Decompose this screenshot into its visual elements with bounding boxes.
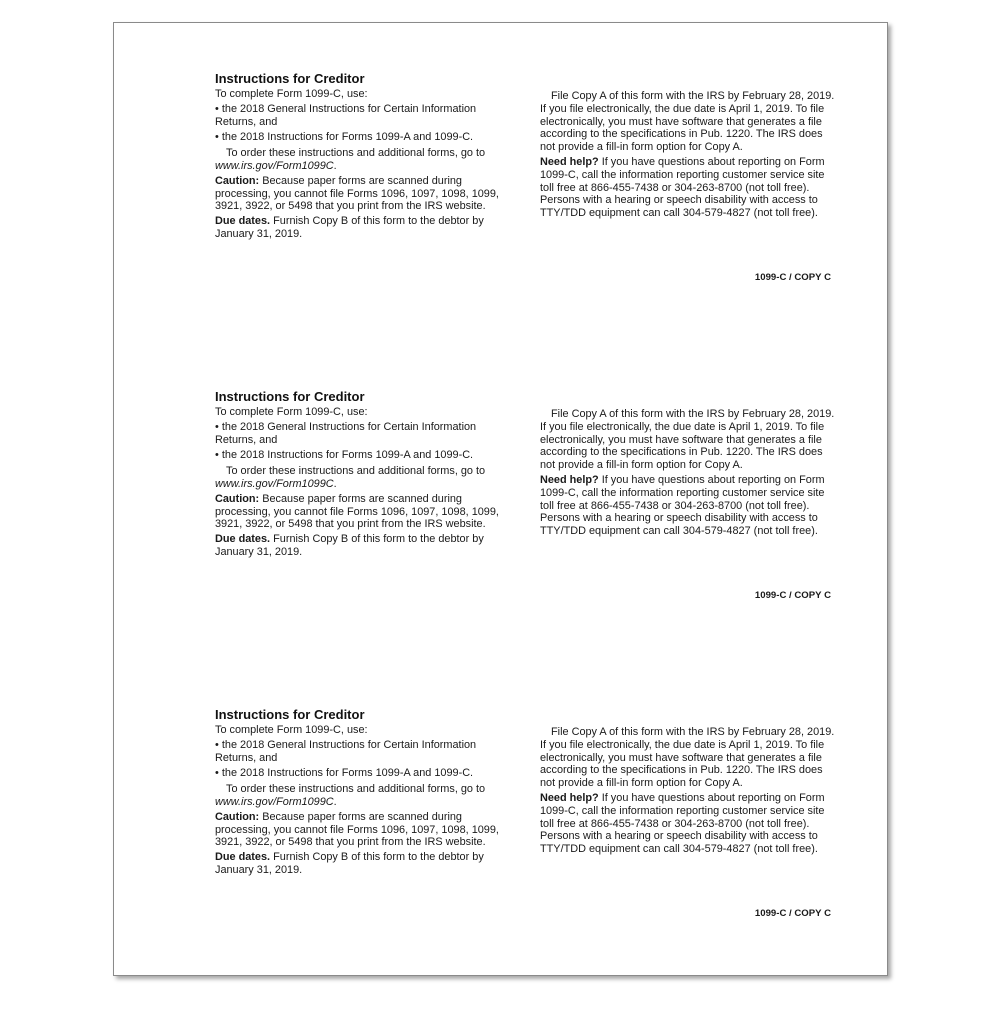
caution-paragraph: Caution: Because paper forms are scanned during processing, you cannot file Forms 1096, 1097, 1098, 1099, 3921, 3922, or 5498 that you print from the IRS website.: [215, 492, 499, 531]
bullet-text: the 2018 General Instructions for Certain Information Returns, and: [215, 102, 477, 128]
caution-label: Caution:: [215, 810, 260, 823]
irs-url: www.irs.gov/Form1099C: [215, 159, 334, 172]
creditor-instructions-column: [215, 389, 520, 561]
bullet-form-instructions: [215, 449, 520, 462]
need-help-label: Need help?: [540, 791, 599, 804]
filing-info-column: [540, 726, 840, 858]
due-dates-label: Due dates.: [215, 215, 271, 228]
intro-text: To complete Form 1099-C, use:: [215, 724, 368, 736]
instruction-panel: [114, 389, 889, 707]
irs-url: www.irs.gov/Form1099C: [215, 795, 334, 808]
need-help-label: Need help?: [540, 155, 599, 168]
intro-text: To complete Form 1099-C, use:: [215, 406, 368, 418]
irs-url: www.irs.gov/Form1099C: [215, 477, 334, 490]
bullet-marker: •: [215, 420, 219, 433]
instructions-heading: Instructions for Creditor: [215, 389, 365, 404]
caution-label: Caution:: [215, 492, 260, 505]
caution-paragraph: Caution: Because paper forms are scanned during processing, you cannot file Forms 1096, 1097, 1098, 1099, 3921, 3922, or 5498 that you print from the IRS website.: [215, 810, 499, 849]
file-copy-paragraph: File Copy A of this form with the IRS by February 28, 2019. If you file electronically, the due date is April 1, 2019. To file electronically, you must have software that generates a file according to the specifications in Pub. 1220. The IRS does not provide a fill-in form option for Copy A.: [540, 726, 835, 790]
copy-c-label: 1099-C / COPY C: [754, 590, 831, 601]
bullet-text: the 2018 Instructions for Forms 1099-A and 1099-C.: [221, 767, 474, 780]
bullet-text: the 2018 Instructions for Forms 1099-A and 1099-C.: [221, 449, 474, 462]
bullet-text: the 2018 General Instructions for Certain Information Returns, and: [215, 420, 477, 446]
file-copy-paragraph: File Copy A of this form with the IRS by February 28, 2019. If you file electronically, the due date is April 1, 2019. To file electronically, you must have software that generates a file according to the specifications in Pub. 1220. The IRS does not provide a fill-in form option for Copy A.: [540, 408, 835, 472]
copy-c-label: 1099-C / COPY C: [754, 272, 831, 283]
due-dates-paragraph: Due dates. Furnish Copy B of this form to the debtor by January 31, 2019.: [215, 215, 484, 240]
need-help-paragraph: Need help? If you have questions about reporting on Form 1099-C, call the information reporting customer service site toll free at 866-455-7438 or 304-263-8700 (not toll free). Persons with a hearing or speech disability with access to TTY/TDD equipment can call 304-579-4827 (not toll free).: [540, 473, 825, 538]
creditor-instructions-column: [215, 707, 520, 879]
caution-label: Caution:: [215, 174, 260, 187]
need-help-paragraph: Need help? If you have questions about reporting on Form 1099-C, call the information reporting customer service site toll free at 866-455-7438 or 304-263-8700 (not toll free). Persons with a hearing or speech disability with access to TTY/TDD equipment can call 304-579-4827 (not toll free).: [540, 155, 825, 220]
creditor-instructions-column: [215, 71, 520, 243]
need-help-paragraph: Need help? If you have questions about reporting on Form 1099-C, call the information reporting customer service site toll free at 866-455-7438 or 304-263-8700 (not toll free). Persons with a hearing or speech disability with access to TTY/TDD equipment can call 304-579-4827 (not toll free).: [540, 791, 825, 856]
filing-info-column: [540, 90, 840, 222]
order-forms-text: To order these instructions and additional forms, go to www.irs.gov/Form1099C.: [215, 783, 486, 808]
due-dates-paragraph: Due dates. Furnish Copy B of this form to the debtor by January 31, 2019.: [215, 851, 484, 876]
need-help-label: Need help?: [540, 473, 599, 486]
intro-text: To complete Form 1099-C, use:: [215, 88, 368, 100]
bullet-text: the 2018 Instructions for Forms 1099-A and 1099-C.: [221, 131, 474, 144]
instructions-heading: Instructions for Creditor: [215, 71, 365, 86]
order-forms-text: To order these instructions and additional forms, go to www.irs.gov/Form1099C.: [215, 465, 486, 490]
instructions-heading: Instructions for Creditor: [215, 707, 365, 722]
due-dates-paragraph: Due dates. Furnish Copy B of this form to the debtor by January 31, 2019.: [215, 533, 484, 558]
caution-paragraph: Caution: Because paper forms are scanned during processing, you cannot file Forms 1096, 1097, 1098, 1099, 3921, 3922, or 5498 that you print from the IRS website.: [215, 174, 499, 213]
due-dates-label: Due dates.: [215, 851, 271, 864]
form-page: [113, 22, 888, 976]
bullet-marker: •: [215, 738, 219, 751]
filing-info-column: [540, 408, 840, 540]
bullet-marker: •: [215, 131, 219, 144]
due-dates-label: Due dates.: [215, 533, 271, 546]
file-copy-paragraph: File Copy A of this form with the IRS by February 28, 2019. If you file electronically, the due date is April 1, 2019. To file electronically, you must have software that generates a file according to the specifications in Pub. 1220. The IRS does not provide a fill-in form option for Copy A.: [540, 90, 835, 154]
bullet-form-instructions: [215, 131, 520, 144]
bullet-marker: •: [215, 449, 219, 462]
order-forms-text: To order these instructions and additional forms, go to www.irs.gov/Form1099C.: [215, 147, 486, 172]
bullet-general-instructions: [215, 421, 520, 447]
instruction-panel: [114, 71, 889, 389]
instruction-panel: [114, 707, 889, 1025]
bullet-text: the 2018 General Instructions for Certain Information Returns, and: [215, 738, 477, 764]
copy-c-label: 1099-C / COPY C: [754, 908, 831, 919]
bullet-marker: •: [215, 767, 219, 780]
bullet-form-instructions: [215, 767, 520, 780]
bullet-marker: •: [215, 102, 219, 115]
bullet-general-instructions: [215, 103, 520, 129]
bullet-general-instructions: [215, 739, 520, 765]
